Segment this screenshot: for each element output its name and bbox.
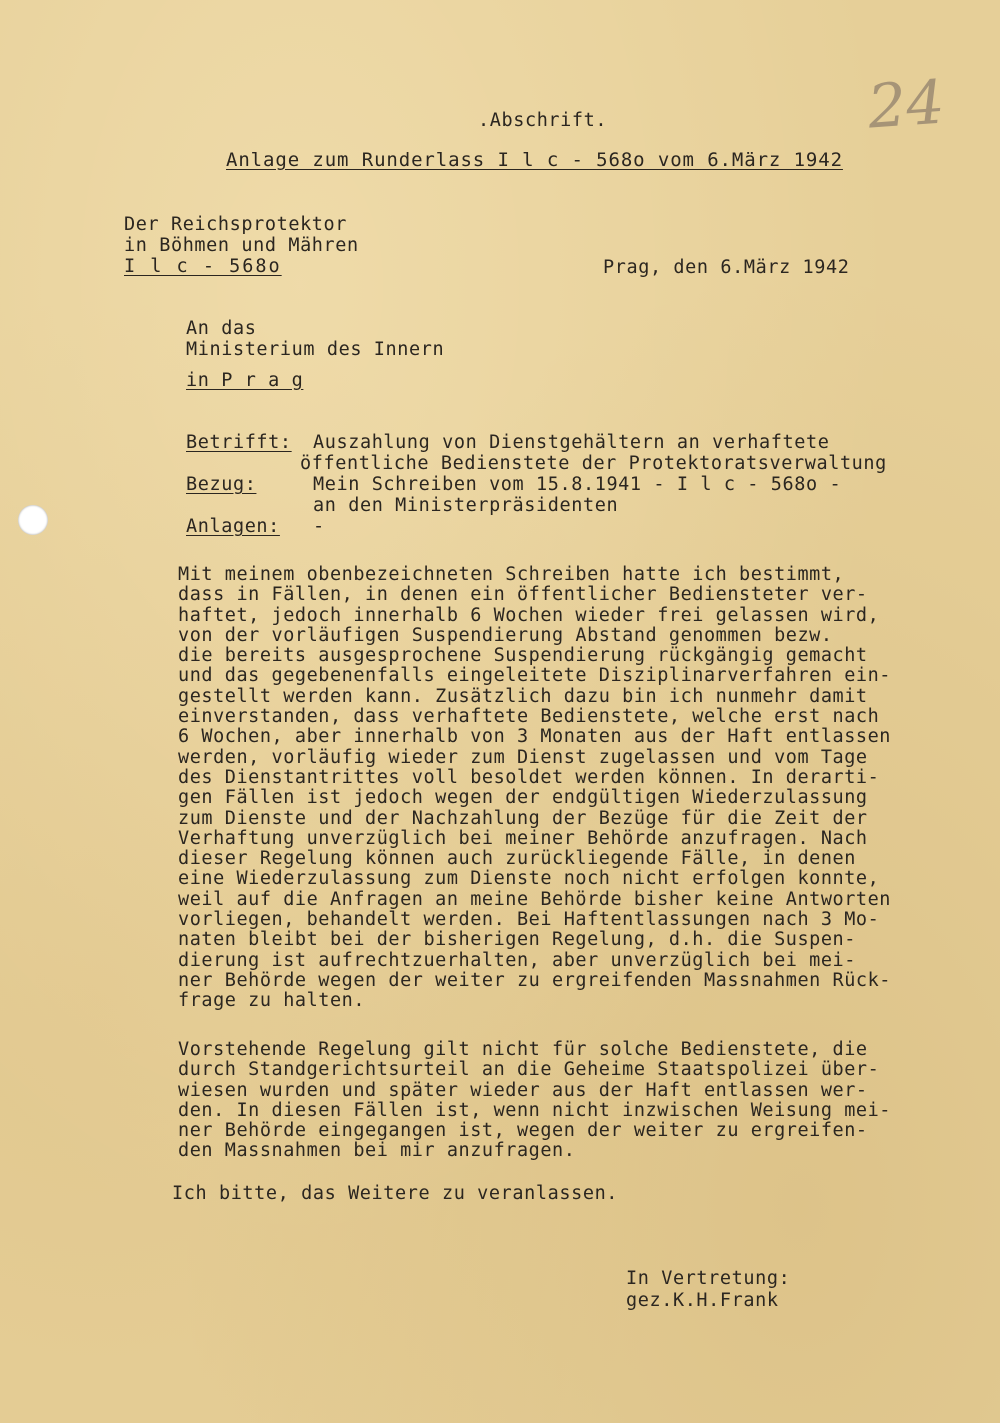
- paragraph-line: dierung ist aufrechtzuerhalten, aber unverzüglich bei mei-: [178, 949, 856, 971]
- paragraph-line: ner Behörde wegen der weiter zu ergreifenden Massnahmen Rück-: [178, 969, 891, 991]
- place-date: Prag, den 6.März 1942: [603, 257, 850, 278]
- betrifft-line-2: öffentliche Bedienstete der Protektoratsverwaltung: [300, 453, 887, 474]
- betrifft-label: Betrifft:: [186, 432, 292, 453]
- recipient-line-1: An das: [186, 318, 257, 339]
- paragraph-line: frage zu halten.: [178, 990, 366, 1012]
- signature-line-1: In Vertretung:: [626, 1268, 791, 1289]
- body-paragraph-2: [178, 1040, 968, 1162]
- paragraph-line: ner Behörde eingegangen ist, wegen der weiter zu ergreifen-: [178, 1120, 868, 1142]
- paragraph-line: von der vorläufigen Suspendierung Abstand genommen bezw.: [178, 624, 833, 646]
- paragraph-line: naten bleibt bei der bisherigen Regelung, d.h. die Suspen-: [178, 929, 856, 951]
- sender-line-2: in Böhmen und Mähren: [124, 235, 359, 256]
- paragraph-line: weil auf die Anfragen an meine Behörde bisher keine Antworten: [178, 888, 891, 910]
- paragraph-line: einverstanden, dass verhaftete Bedienstete, welche erst nach: [178, 706, 880, 728]
- paragraph-line: werden, vorläufig wieder zum Dienst zugelassen und vom Tage: [178, 746, 868, 768]
- paragraph-line: wiesen wurden und später wieder aus der Haft entlassen wer-: [178, 1079, 868, 1101]
- paragraph-line: gen Fällen ist jedoch wegen der endgültigen Wiederzulassung: [178, 787, 868, 809]
- paragraph-line: vorliegen, behandelt werden. Bei Haftentlassungen nach 3 Mo-: [178, 909, 880, 931]
- body-paragraph-1: [178, 565, 968, 1012]
- paragraph-line: dass in Fällen, in denen ein öffentlicher Bediensteter ver-: [178, 584, 868, 606]
- folio-number: 24: [865, 67, 947, 143]
- paragraph-line: den Massnahmen bei mir anzufragen.: [178, 1140, 576, 1162]
- recipient-city: in P r a g: [186, 370, 304, 391]
- annex-line: Anlage zum Runderlass I l c - 568o vom 6.März 1942: [226, 149, 843, 171]
- paragraph-line: eine Wiederzulassung zum Dienste noch nicht erfolgen konnte,: [178, 868, 880, 890]
- bezug-line-2: an den Ministerpräsidenten: [313, 495, 619, 516]
- paragraph-line: zum Dienste und der Nachzahlung der Bezüge für die Zeit der: [178, 807, 868, 829]
- closing-line: Ich bitte, das Weitere zu veranlassen.: [172, 1183, 619, 1204]
- bezug-label: Bezug:: [186, 474, 257, 495]
- sender-line-1: Der Reichsprotektor: [124, 214, 348, 235]
- punch-hole: [18, 505, 48, 535]
- paragraph-line: 6 Wochen, aber innerhalb von 3 Monaten aus der Haft entlassen: [178, 726, 891, 748]
- betrifft-line-1: Auszahlung von Dienstgehältern an verhaftete: [313, 432, 830, 453]
- sender-reference: I l c - 568o: [124, 256, 282, 277]
- anlagen-label: Anlagen:: [186, 516, 280, 537]
- bezug-line-1: Mein Schreiben vom 15.8.1941 - I l c - 568o -: [313, 474, 842, 495]
- paragraph-line: Verhaftung unverzüglich bei meiner Behörde anzufragen. Nach: [178, 827, 868, 849]
- signature-line-2: gez.K.H.Frank: [626, 1290, 779, 1311]
- paragraph-line: gestellt werden kann. Zusätzlich dazu bin ich nunmehr damit: [178, 685, 868, 707]
- paragraph-line: durch Standgerichtsurteil an die Geheime Staatspolizei über-: [178, 1059, 880, 1081]
- paragraph-line: die bereits ausgesprochene Suspendierung rückgängig gemacht: [178, 645, 868, 667]
- document-heading: .Abschrift.: [478, 110, 608, 131]
- paragraph-line: dieser Regelung können auch zurückliegende Fälle, in denen: [178, 848, 856, 870]
- paragraph-line: und das gegebenenfalls eingeleitete Disziplinarverfahren ein-: [178, 665, 891, 687]
- anlagen-value: -: [313, 516, 325, 537]
- paragraph-line: Mit meinem obenbezeichneten Schreiben hatte ich bestimmt,: [178, 564, 845, 585]
- paragraph-line: haftet, jedoch innerhalb 6 Wochen wieder frei gelassen wird,: [178, 604, 880, 626]
- paragraph-line: Vorstehende Regelung gilt nicht für solche Bedienstete, die: [178, 1039, 868, 1060]
- recipient-line-2: Ministerium des Innern: [186, 339, 445, 360]
- paragraph-line: den. In diesen Fällen ist, wenn nicht inzwischen Weisung mei-: [178, 1099, 891, 1121]
- paragraph-line: des Dienstantrittes voll besoldet werden können. In derarti-: [178, 766, 880, 788]
